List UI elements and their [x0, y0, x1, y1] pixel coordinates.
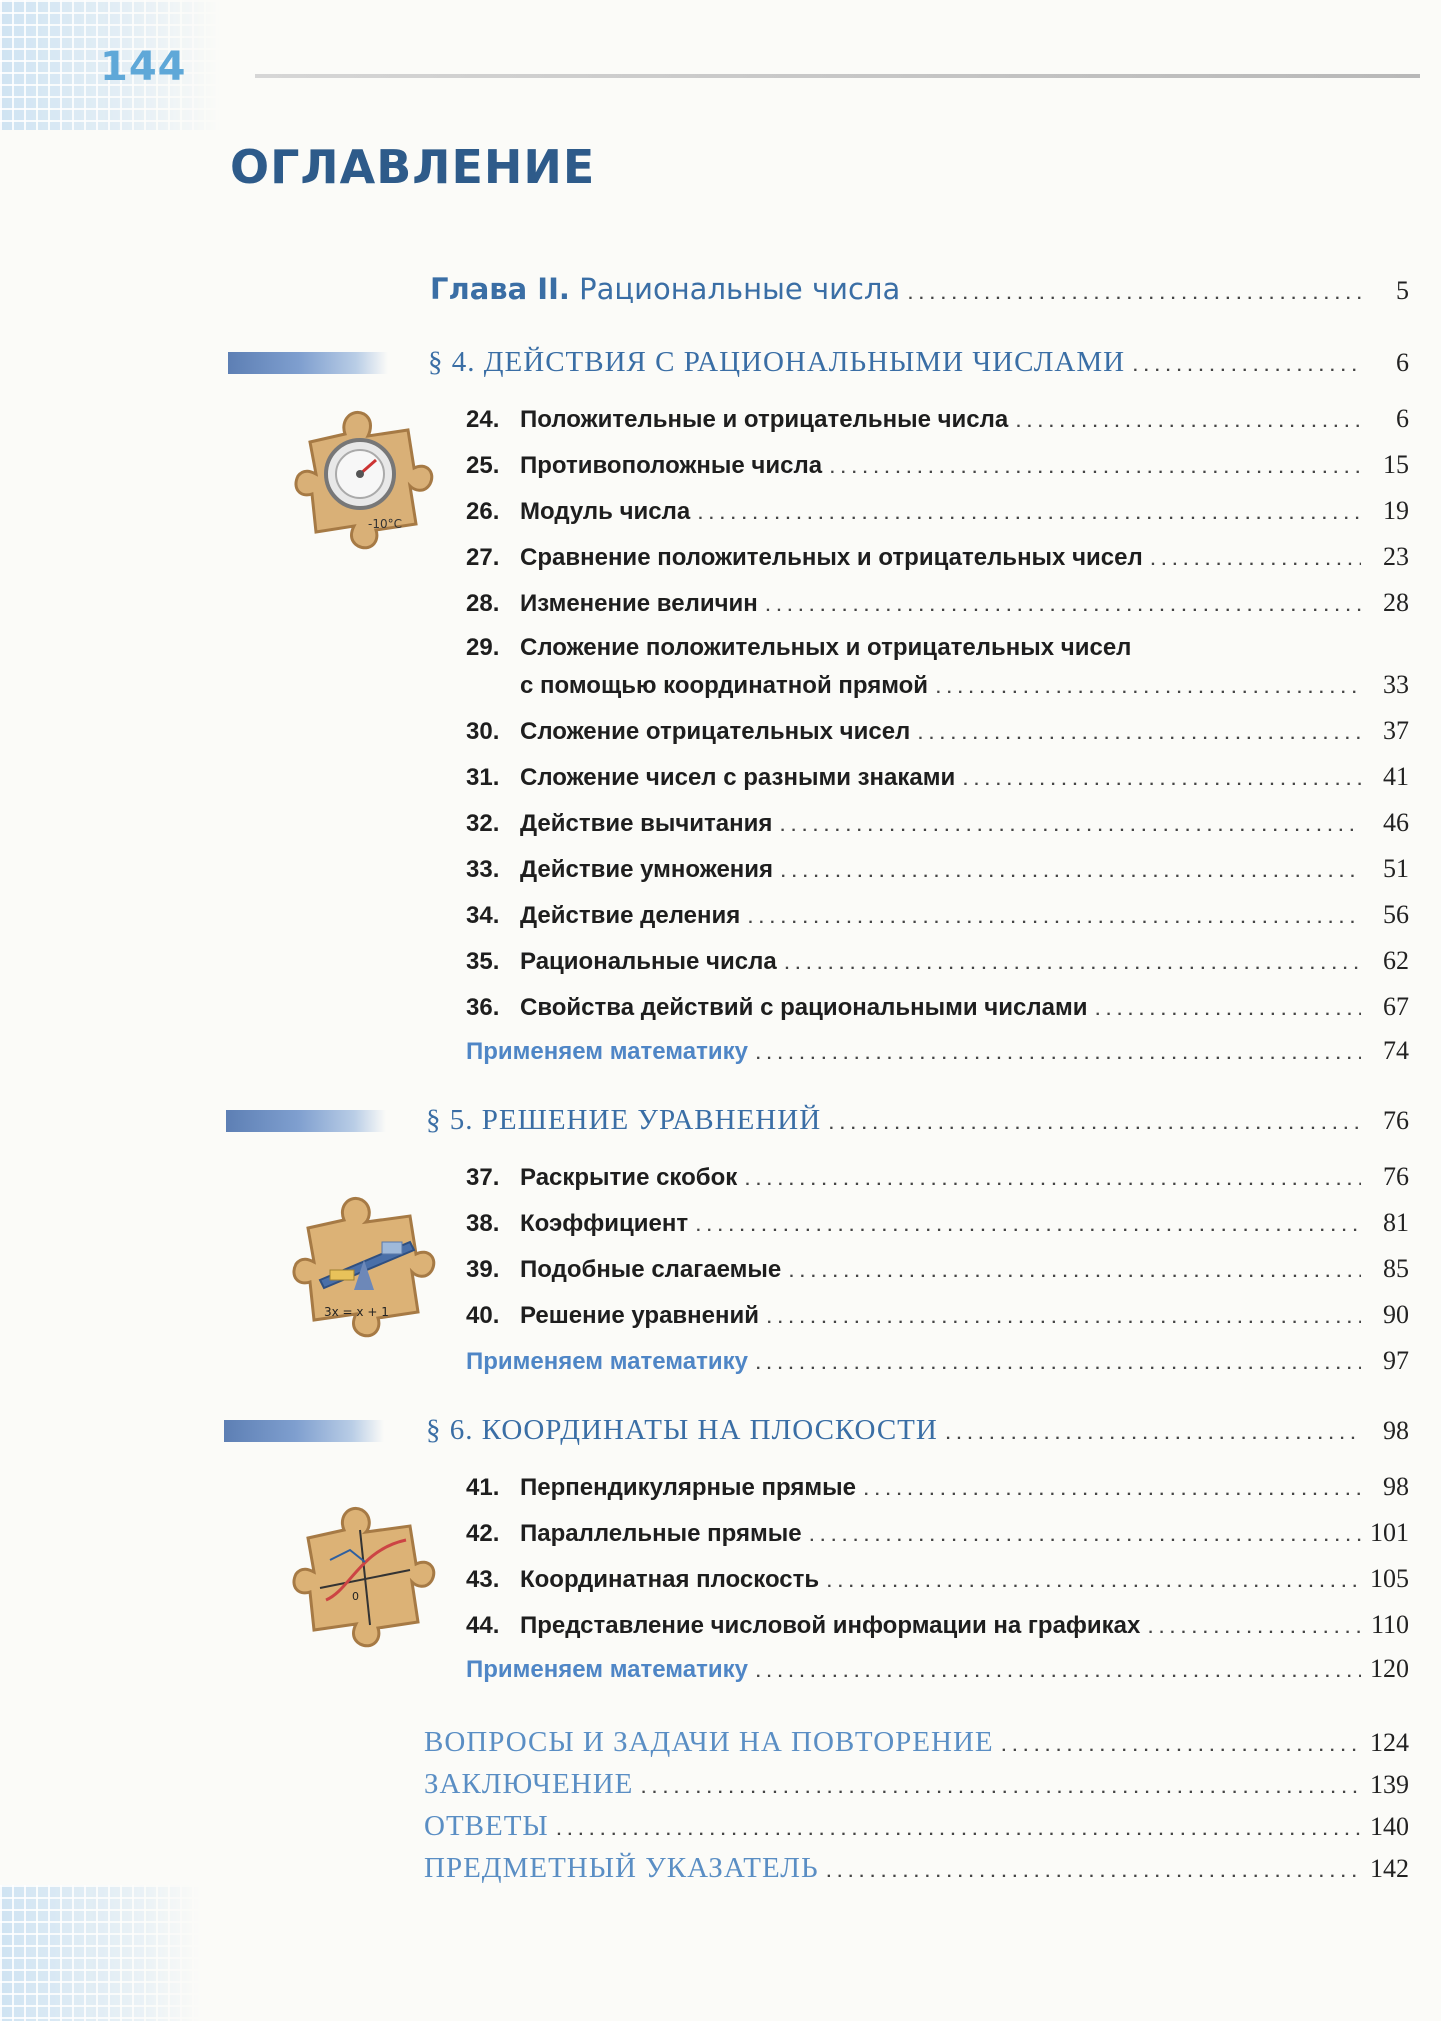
svg-text:3x = x + 1: 3x = x + 1 [324, 1305, 389, 1319]
toc-item-27[interactable]: 27. Сравнение положительных и отрицательных чисел ..... 23 [466, 542, 1409, 572]
toc-subject-index[interactable]: ПРЕДМЕТНЫЙ УКАЗАТЕЛЬ ..... 142 [424, 1852, 1409, 1885]
chapter-label: Глава II. Рациональные числа [430, 272, 901, 306]
toc-conclusion[interactable]: ЗАКЛЮЧЕНИЕ ..... 139 [424, 1768, 1409, 1801]
header-rule [255, 74, 1420, 78]
leader-dots [908, 286, 1361, 304]
toc-apply-math-4[interactable]: Применяем математику ..... 74 [466, 1036, 1409, 1066]
section-bar [224, 1420, 384, 1442]
svg-text:-10°C: -10°C [368, 517, 402, 531]
toc-item-43[interactable]: 43. Координатная плоскость ..... 105 [466, 1564, 1409, 1594]
toc-item-44[interactable]: 44. Представление числовой информации на графиках ..... 110 [466, 1610, 1409, 1640]
page-ref: 6 [1396, 348, 1409, 377]
toc-answers[interactable]: ОТВЕТЫ ..... 140 [424, 1810, 1409, 1843]
page-title: ОГЛАВЛЕНИЕ [230, 140, 596, 194]
toc-item-35[interactable]: 35. Рациональные числа ..... 62 [466, 946, 1409, 976]
toc-item-30[interactable]: 30. Сложение отрицательных чисел ..... 37 [466, 716, 1409, 746]
toc-item-31[interactable]: 31. Сложение чисел с разными знаками ..... 41 [466, 762, 1409, 792]
toc-item-38[interactable]: 38. Коэффициент ..... 81 [466, 1208, 1409, 1238]
toc-item-29-line2[interactable]: с помощью координатной прямой ..... 33 [466, 670, 1409, 700]
page-number: 144 [100, 44, 187, 90]
toc-item-39[interactable]: 39. Подобные слагаемые ..... 85 [466, 1254, 1409, 1284]
toc-item-24[interactable]: 24. Положительные и отрицательные числа ..... 6 [466, 404, 1409, 434]
svg-text:0: 0 [352, 1590, 359, 1603]
toc-item-36[interactable]: 36. Свойства действий с рациональными числами ..... 67 [466, 992, 1409, 1022]
page-ref: 5 [1396, 276, 1409, 305]
toc-item-41[interactable]: 41. Перпендикулярные прямые ..... 98 [466, 1472, 1409, 1502]
thermometer-puzzle-icon [290, 402, 440, 552]
coordinate-graph-puzzle-icon [290, 1500, 440, 1650]
corner-grid-decoration-bottom [0, 1885, 200, 2021]
toc-review-questions[interactable]: ВОПРОСЫ И ЗАДАЧИ НА ПОВТОРЕНИЕ ..... 124 [424, 1726, 1409, 1759]
toc-item-42[interactable]: 42. Параллельные прямые ..... 101 [466, 1518, 1409, 1548]
toc-apply-math-5[interactable]: Применяем математику ..... 97 [466, 1346, 1409, 1376]
toc-item-28[interactable]: 28. Изменение величин ..... 28 [466, 588, 1409, 618]
toc-item-34[interactable]: 34. Действие деления ..... 56 [466, 900, 1409, 930]
toc-section-5[interactable]: § 5. РЕШЕНИЕ УРАВНЕНИЙ ..... 76 [426, 1104, 1409, 1137]
balance-scale-puzzle-icon [290, 1190, 440, 1340]
toc-apply-math-6[interactable]: Применяем математику ..... 120 [466, 1654, 1409, 1684]
section-title: § 4. ДЕЙСТВИЯ С РАЦИОНАЛЬНЫМИ ЧИСЛАМИ [428, 346, 1126, 378]
toc-item-29-line1[interactable]: 29. Сложение положительных и отрицательных чисел [466, 634, 1132, 661]
toc-section-6[interactable]: § 6. КООРДИНАТЫ НА ПЛОСКОСТИ ..... 98 [426, 1414, 1409, 1447]
leader-dots [1133, 358, 1361, 376]
section-bar [226, 1110, 386, 1132]
section-bar [228, 352, 388, 374]
toc-item-26[interactable]: 26. Модуль числа ..... 19 [466, 496, 1409, 526]
toc-item-25[interactable]: 25. Противоположные числа ..... 15 [466, 450, 1409, 480]
toc-item-37[interactable]: 37. Раскрытие скобок ..... 76 [466, 1162, 1409, 1192]
toc-chapter-row[interactable] [430, 272, 1409, 306]
toc-section-4[interactable] [428, 346, 1409, 379]
toc-item-40[interactable]: 40. Решение уравнений ..... 90 [466, 1300, 1409, 1330]
toc-item-33[interactable]: 33. Действие умножения ..... 51 [466, 854, 1409, 884]
toc-item-32[interactable]: 32. Действие вычитания ..... 46 [466, 808, 1409, 838]
